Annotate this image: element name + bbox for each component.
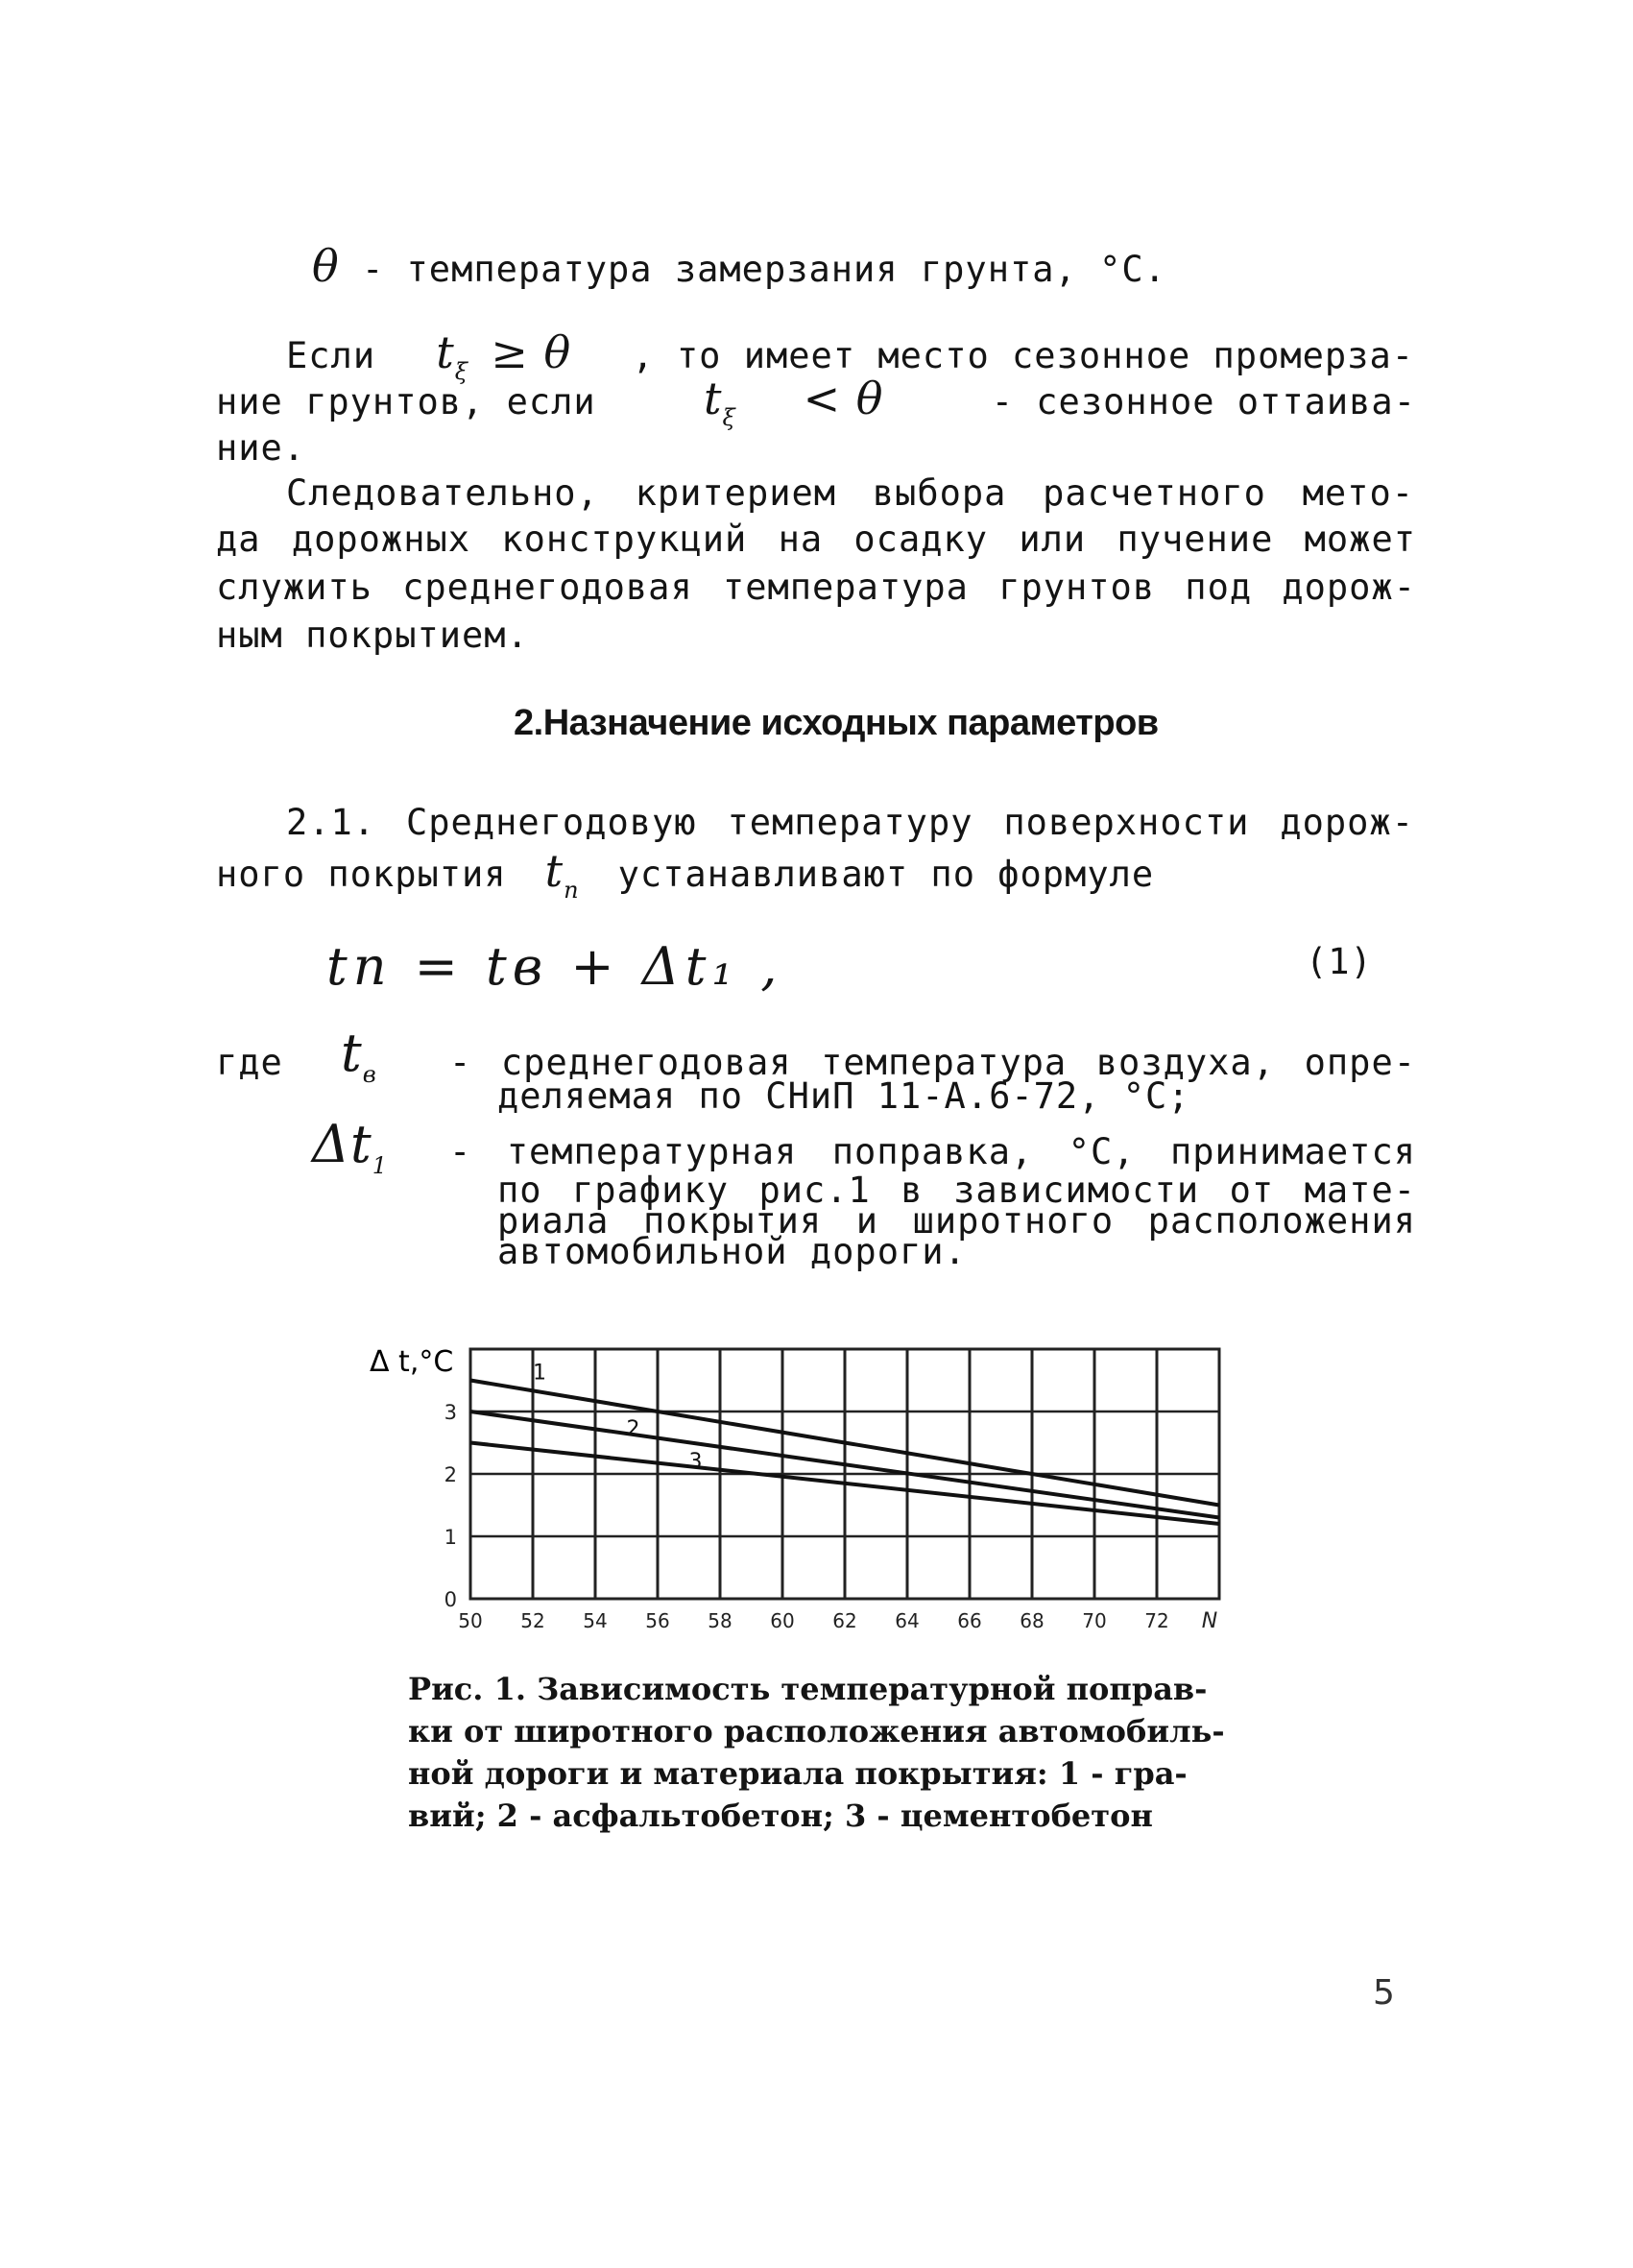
freeze-text: , то имеет место сезонное промерза- — [632, 335, 1414, 376]
y-tick-label: 2 — [444, 1463, 457, 1486]
series-label-2: 2 — [626, 1417, 640, 1442]
para2-line3: служить среднегодовая температура грунтов под дорож- — [216, 567, 1416, 608]
y-axis-label: Δ t,°С — [370, 1345, 454, 1379]
lt-theta: < θ — [803, 373, 884, 424]
x-tick-label: 68 — [1020, 1609, 1045, 1632]
def2-line3: риала покрытия и широтного расположения — [497, 1200, 1416, 1242]
x-tick-label: 62 — [832, 1609, 857, 1632]
y-tick-label: 3 — [444, 1401, 457, 1424]
ge-theta: ≥ θ — [491, 326, 572, 378]
delta-t-symbol: Δt — [312, 1114, 372, 1174]
s21-text-b: устанавливают по формуле — [617, 854, 1155, 895]
else-text: ние грунтов, если — [216, 381, 596, 422]
para2-line1: Следовательно, критерием выбора расчетного мето- — [286, 472, 1414, 514]
def2-line2: по графику рис.1 в зависимости от мате- — [497, 1170, 1416, 1211]
x-tick-label: 66 — [957, 1609, 982, 1632]
theta-symbol: θ — [312, 240, 340, 292]
def2-line4: автомобильной дороги. — [497, 1231, 967, 1272]
para2-line4: ным покрытием. — [216, 615, 529, 656]
caption-line4: вий; 2 - асфальтобетон; 3 - цементобетон — [408, 1798, 1153, 1834]
if-word: Если — [286, 335, 376, 376]
x-tick-label: 50 — [458, 1609, 483, 1632]
thaw-text: - сезонное оттаива- — [991, 381, 1416, 422]
y-tick-label: 1 — [444, 1526, 457, 1549]
caption-line3: ной дороги и материала покрытия: 1 - гра- — [408, 1755, 1188, 1792]
s21-text-a: ного покрытия — [216, 854, 507, 895]
page-number: 5 — [1373, 1973, 1395, 2013]
x-tick-label: 70 — [1082, 1609, 1107, 1632]
s21-line1: 2.1. Среднегодовую температуру поверхности дорож- — [286, 802, 1414, 843]
x-axis-label: N — [1201, 1609, 1218, 1633]
t-symbol: t — [341, 1023, 363, 1083]
section-heading: 2.Назначение исходных параметров — [514, 703, 1159, 743]
xi-subscript: ξ — [722, 404, 736, 431]
y-tick-label: 0 — [444, 1588, 457, 1611]
v-subscript: в — [362, 1061, 377, 1088]
def2-line1: - температурная поправка, °С, принимается — [449, 1131, 1416, 1172]
formula: tп = tв + Δt₁ , — [326, 936, 783, 997]
xi-subscript: ξ — [454, 358, 469, 385]
theta-definition: - температура замерзания грунта, °С. — [339, 249, 1166, 290]
x-tick-label: 72 — [1144, 1609, 1169, 1632]
x-tick-label: 56 — [645, 1609, 670, 1632]
line-continued: ние. — [216, 427, 306, 469]
t-symbol: t — [544, 845, 564, 897]
def1-line2: деляемая по СНиП 11-А.6-72, °С; — [497, 1075, 1190, 1117]
caption-line2: ки от широтного расположения автомобиль- — [408, 1713, 1225, 1749]
formula-number: (1) — [1306, 941, 1373, 982]
series-label-3: 3 — [688, 1450, 703, 1475]
def1-line1: - среднегодовая температура воздуха, опре- — [449, 1042, 1416, 1083]
x-tick-label: 60 — [770, 1609, 795, 1632]
one-subscript: 1 — [372, 1152, 388, 1179]
t-symbol: t — [704, 373, 723, 424]
caption-line1: Рис. 1. Зависимость температурной поправ- — [408, 1671, 1208, 1707]
para2-line2: да дорожных конструкций на осадку или пучение может — [216, 519, 1416, 560]
x-tick-label: 58 — [708, 1609, 732, 1632]
x-tick-label: 52 — [520, 1609, 545, 1632]
series-label-1: 1 — [533, 1361, 546, 1386]
t-symbol: t — [436, 326, 455, 378]
where-word: где — [216, 1042, 283, 1083]
x-tick-label: 64 — [895, 1609, 920, 1632]
x-tick-label: 54 — [583, 1609, 608, 1632]
p-subscript: п — [564, 877, 580, 904]
